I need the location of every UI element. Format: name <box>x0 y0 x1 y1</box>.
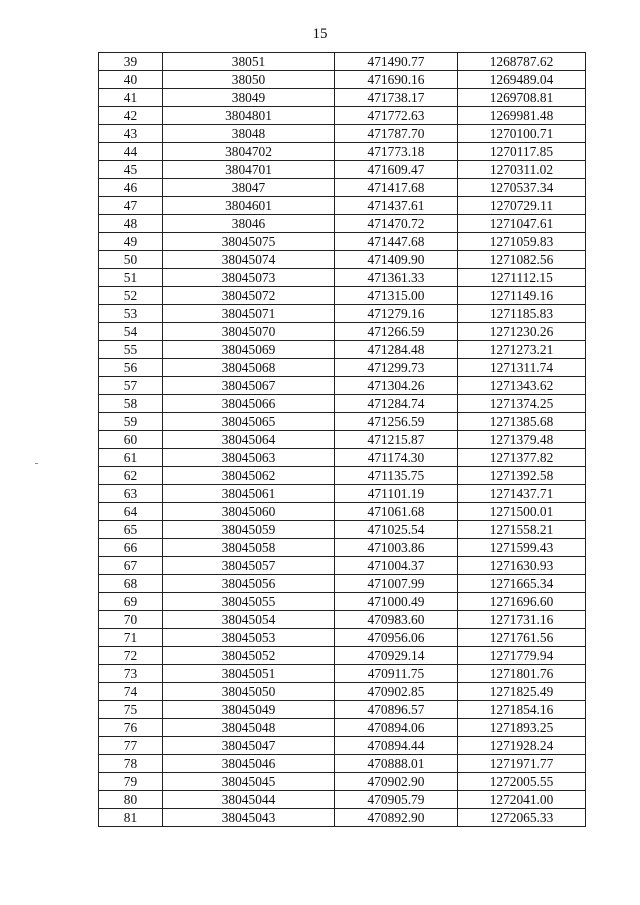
y-coordinate-cell: 1272005.55 <box>458 773 586 791</box>
point-id-cell: 38045046 <box>163 755 335 773</box>
y-coordinate-cell: 1271059.83 <box>458 233 586 251</box>
point-id-cell: 38048 <box>163 125 335 143</box>
x-coordinate-cell: 471772.63 <box>335 107 458 125</box>
point-id-cell: 38045045 <box>163 773 335 791</box>
table-row <box>99 395 586 413</box>
margin-mark <box>35 463 38 464</box>
table-row <box>99 683 586 701</box>
table-row <box>99 755 586 773</box>
point-id-cell: 38045056 <box>163 575 335 593</box>
row-number-cell: 69 <box>99 593 163 611</box>
x-coordinate-cell: 471007.99 <box>335 575 458 593</box>
y-coordinate-cell: 1271893.25 <box>458 719 586 737</box>
point-id-cell: 38051 <box>163 53 335 71</box>
row-number-cell: 74 <box>99 683 163 701</box>
table-row <box>99 287 586 305</box>
x-coordinate-cell: 471304.26 <box>335 377 458 395</box>
point-id-cell: 38045063 <box>163 449 335 467</box>
table-row <box>99 539 586 557</box>
point-id-cell: 38049 <box>163 89 335 107</box>
y-coordinate-cell: 1271779.94 <box>458 647 586 665</box>
point-id-cell: 38045044 <box>163 791 335 809</box>
y-coordinate-cell: 1271273.21 <box>458 341 586 359</box>
y-coordinate-cell: 1271230.26 <box>458 323 586 341</box>
x-coordinate-cell: 471447.68 <box>335 233 458 251</box>
y-coordinate-cell: 1271343.62 <box>458 377 586 395</box>
row-number-cell: 68 <box>99 575 163 593</box>
table-row <box>99 485 586 503</box>
x-coordinate-cell: 470911.75 <box>335 665 458 683</box>
x-coordinate-cell: 471417.68 <box>335 179 458 197</box>
table-row <box>99 629 586 647</box>
table-row <box>99 701 586 719</box>
x-coordinate-cell: 470896.57 <box>335 701 458 719</box>
y-coordinate-cell: 1271392.58 <box>458 467 586 485</box>
table-row <box>99 359 586 377</box>
x-coordinate-cell: 471787.70 <box>335 125 458 143</box>
row-number-cell: 47 <box>99 197 163 215</box>
row-number-cell: 64 <box>99 503 163 521</box>
row-number-cell: 70 <box>99 611 163 629</box>
y-coordinate-cell: 1271599.43 <box>458 539 586 557</box>
table-row <box>99 71 586 89</box>
page-number: 15 <box>312 26 328 42</box>
x-coordinate-cell: 471437.61 <box>335 197 458 215</box>
y-coordinate-cell: 1271149.16 <box>458 287 586 305</box>
y-coordinate-cell: 1271558.21 <box>458 521 586 539</box>
x-coordinate-cell: 470894.06 <box>335 719 458 737</box>
row-number-cell: 59 <box>99 413 163 431</box>
point-id-cell: 38045061 <box>163 485 335 503</box>
table-row <box>99 557 586 575</box>
x-coordinate-cell: 470983.60 <box>335 611 458 629</box>
table-row <box>99 107 586 125</box>
point-id-cell: 38045065 <box>163 413 335 431</box>
x-coordinate-cell: 471490.77 <box>335 53 458 71</box>
x-coordinate-cell: 471101.19 <box>335 485 458 503</box>
x-coordinate-cell: 471284.74 <box>335 395 458 413</box>
point-id-cell: 38045049 <box>163 701 335 719</box>
y-coordinate-cell: 1271928.24 <box>458 737 586 755</box>
table-row <box>99 413 586 431</box>
table-row <box>99 197 586 215</box>
x-coordinate-cell: 470905.79 <box>335 791 458 809</box>
table-row <box>99 143 586 161</box>
table-row <box>99 377 586 395</box>
y-coordinate-cell: 1271665.34 <box>458 575 586 593</box>
row-number-cell: 71 <box>99 629 163 647</box>
row-number-cell: 56 <box>99 359 163 377</box>
row-number-cell: 58 <box>99 395 163 413</box>
y-coordinate-cell: 1271379.48 <box>458 431 586 449</box>
table-row <box>99 341 586 359</box>
y-coordinate-cell: 1271377.82 <box>458 449 586 467</box>
row-number-cell: 77 <box>99 737 163 755</box>
row-number-cell: 61 <box>99 449 163 467</box>
point-id-cell: 38045059 <box>163 521 335 539</box>
table-row <box>99 323 586 341</box>
table-row <box>99 521 586 539</box>
y-coordinate-cell: 1271437.71 <box>458 485 586 503</box>
point-id-cell: 38045075 <box>163 233 335 251</box>
x-coordinate-cell: 471773.18 <box>335 143 458 161</box>
row-number-cell: 46 <box>99 179 163 197</box>
x-coordinate-cell: 471609.47 <box>335 161 458 179</box>
point-id-cell: 3804601 <box>163 197 335 215</box>
table-row <box>99 161 586 179</box>
x-coordinate-cell: 471361.33 <box>335 269 458 287</box>
point-id-cell: 38045073 <box>163 269 335 287</box>
table-row <box>99 89 586 107</box>
row-number-cell: 80 <box>99 791 163 809</box>
row-number-cell: 60 <box>99 431 163 449</box>
y-coordinate-cell: 1271630.93 <box>458 557 586 575</box>
y-coordinate-cell: 1271696.60 <box>458 593 586 611</box>
row-number-cell: 75 <box>99 701 163 719</box>
table-row <box>99 791 586 809</box>
x-coordinate-cell: 471409.90 <box>335 251 458 269</box>
row-number-cell: 67 <box>99 557 163 575</box>
table-row <box>99 179 586 197</box>
x-coordinate-cell: 471004.37 <box>335 557 458 575</box>
x-coordinate-cell: 471738.17 <box>335 89 458 107</box>
y-coordinate-cell: 1271971.77 <box>458 755 586 773</box>
table-row <box>99 449 586 467</box>
row-number-cell: 78 <box>99 755 163 773</box>
y-coordinate-cell: 1269708.81 <box>458 89 586 107</box>
x-coordinate-cell: 470902.85 <box>335 683 458 701</box>
point-id-cell: 38045055 <box>163 593 335 611</box>
point-id-cell: 38045051 <box>163 665 335 683</box>
point-id-cell: 38045068 <box>163 359 335 377</box>
row-number-cell: 66 <box>99 539 163 557</box>
row-number-cell: 45 <box>99 161 163 179</box>
row-number-cell: 53 <box>99 305 163 323</box>
row-number-cell: 50 <box>99 251 163 269</box>
y-coordinate-cell: 1271311.74 <box>458 359 586 377</box>
table-row <box>99 809 586 827</box>
y-coordinate-cell: 1271854.16 <box>458 701 586 719</box>
point-id-cell: 38045060 <box>163 503 335 521</box>
y-coordinate-cell: 1271761.56 <box>458 629 586 647</box>
point-id-cell: 3804801 <box>163 107 335 125</box>
point-id-cell: 38050 <box>163 71 335 89</box>
x-coordinate-cell: 470956.06 <box>335 629 458 647</box>
row-number-cell: 81 <box>99 809 163 827</box>
point-id-cell: 38045074 <box>163 251 335 269</box>
y-coordinate-cell: 1270311.02 <box>458 161 586 179</box>
point-id-cell: 38045069 <box>163 341 335 359</box>
coordinates-table <box>98 52 586 827</box>
y-coordinate-cell: 1272065.33 <box>458 809 586 827</box>
table-row <box>99 575 586 593</box>
row-number-cell: 51 <box>99 269 163 287</box>
y-coordinate-cell: 1271385.68 <box>458 413 586 431</box>
point-id-cell: 3804702 <box>163 143 335 161</box>
x-coordinate-cell: 471003.86 <box>335 539 458 557</box>
x-coordinate-cell: 470894.44 <box>335 737 458 755</box>
row-number-cell: 48 <box>99 215 163 233</box>
row-number-cell: 76 <box>99 719 163 737</box>
x-coordinate-cell: 471215.87 <box>335 431 458 449</box>
row-number-cell: 41 <box>99 89 163 107</box>
point-id-cell: 38045064 <box>163 431 335 449</box>
row-number-cell: 57 <box>99 377 163 395</box>
row-number-cell: 40 <box>99 71 163 89</box>
point-id-cell: 38045050 <box>163 683 335 701</box>
x-coordinate-cell: 471690.16 <box>335 71 458 89</box>
point-id-cell: 38045054 <box>163 611 335 629</box>
point-id-cell: 3804701 <box>163 161 335 179</box>
row-number-cell: 43 <box>99 125 163 143</box>
table-row <box>99 125 586 143</box>
y-coordinate-cell: 1271112.15 <box>458 269 586 287</box>
table-row <box>99 593 586 611</box>
point-id-cell: 38045043 <box>163 809 335 827</box>
table-row <box>99 233 586 251</box>
table-row <box>99 773 586 791</box>
table-row <box>99 719 586 737</box>
y-coordinate-cell: 1271500.01 <box>458 503 586 521</box>
x-coordinate-cell: 471299.73 <box>335 359 458 377</box>
point-id-cell: 38045047 <box>163 737 335 755</box>
row-number-cell: 39 <box>99 53 163 71</box>
y-coordinate-cell: 1271801.76 <box>458 665 586 683</box>
point-id-cell: 38045070 <box>163 323 335 341</box>
table-row <box>99 737 586 755</box>
table-row <box>99 611 586 629</box>
y-coordinate-cell: 1270100.71 <box>458 125 586 143</box>
table-row <box>99 269 586 287</box>
table-row <box>99 467 586 485</box>
table-row <box>99 665 586 683</box>
table-row <box>99 647 586 665</box>
row-number-cell: 44 <box>99 143 163 161</box>
row-number-cell: 65 <box>99 521 163 539</box>
row-number-cell: 62 <box>99 467 163 485</box>
y-coordinate-cell: 1270537.34 <box>458 179 586 197</box>
row-number-cell: 72 <box>99 647 163 665</box>
y-coordinate-cell: 1271731.16 <box>458 611 586 629</box>
y-coordinate-cell: 1268787.62 <box>458 53 586 71</box>
table-row <box>99 503 586 521</box>
table-row <box>99 251 586 269</box>
y-coordinate-cell: 1271082.56 <box>458 251 586 269</box>
point-id-cell: 38045053 <box>163 629 335 647</box>
x-coordinate-cell: 471284.48 <box>335 341 458 359</box>
row-number-cell: 55 <box>99 341 163 359</box>
point-id-cell: 38047 <box>163 179 335 197</box>
x-coordinate-cell: 471174.30 <box>335 449 458 467</box>
point-id-cell: 38045058 <box>163 539 335 557</box>
point-id-cell: 38045062 <box>163 467 335 485</box>
y-coordinate-cell: 1271374.25 <box>458 395 586 413</box>
x-coordinate-cell: 470929.14 <box>335 647 458 665</box>
table-row <box>99 53 586 71</box>
y-coordinate-cell: 1270117.85 <box>458 143 586 161</box>
table-body <box>99 53 586 827</box>
point-id-cell: 38045048 <box>163 719 335 737</box>
x-coordinate-cell: 471315.00 <box>335 287 458 305</box>
y-coordinate-cell: 1272041.00 <box>458 791 586 809</box>
x-coordinate-cell: 470888.01 <box>335 755 458 773</box>
point-id-cell: 38046 <box>163 215 335 233</box>
row-number-cell: 79 <box>99 773 163 791</box>
point-id-cell: 38045072 <box>163 287 335 305</box>
x-coordinate-cell: 471266.59 <box>335 323 458 341</box>
y-coordinate-cell: 1269981.48 <box>458 107 586 125</box>
point-id-cell: 38045067 <box>163 377 335 395</box>
x-coordinate-cell: 470892.90 <box>335 809 458 827</box>
x-coordinate-cell: 471061.68 <box>335 503 458 521</box>
row-number-cell: 63 <box>99 485 163 503</box>
x-coordinate-cell: 471000.49 <box>335 593 458 611</box>
point-id-cell: 38045057 <box>163 557 335 575</box>
row-number-cell: 73 <box>99 665 163 683</box>
y-coordinate-cell: 1269489.04 <box>458 71 586 89</box>
row-number-cell: 49 <box>99 233 163 251</box>
x-coordinate-cell: 471470.72 <box>335 215 458 233</box>
table-row <box>99 305 586 323</box>
x-coordinate-cell: 471135.75 <box>335 467 458 485</box>
table-row <box>99 215 586 233</box>
x-coordinate-cell: 471025.54 <box>335 521 458 539</box>
x-coordinate-cell: 470902.90 <box>335 773 458 791</box>
point-id-cell: 38045052 <box>163 647 335 665</box>
row-number-cell: 52 <box>99 287 163 305</box>
table-row <box>99 431 586 449</box>
point-id-cell: 38045066 <box>163 395 335 413</box>
row-number-cell: 42 <box>99 107 163 125</box>
y-coordinate-cell: 1271825.49 <box>458 683 586 701</box>
y-coordinate-cell: 1270729.11 <box>458 197 586 215</box>
x-coordinate-cell: 471279.16 <box>335 305 458 323</box>
y-coordinate-cell: 1271185.83 <box>458 305 586 323</box>
x-coordinate-cell: 471256.59 <box>335 413 458 431</box>
y-coordinate-cell: 1271047.61 <box>458 215 586 233</box>
point-id-cell: 38045071 <box>163 305 335 323</box>
row-number-cell: 54 <box>99 323 163 341</box>
